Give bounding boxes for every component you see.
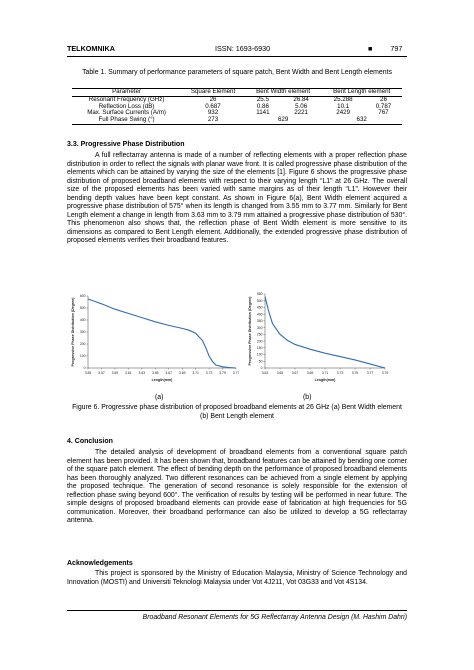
y-tick-label: 550 bbox=[256, 292, 263, 297]
x-tick-label: 3.79 bbox=[381, 371, 389, 375]
section-text: The detailed analysis of development of broadband elements from a conventional square patch element has been provided. It has been shown that, broadband features can be attained by bending one corner of the square patch element. The effect of bending depth on the performance of proposed broadband elements has been thoroughly analyzed. Two different resonances can be achieved from a single element by applying the proposed technique. The generation of second resonance is solely responsible for the extension of reflection phase swing beyond 600°. The verification of results by testing will be performed in near future. The simple designs of proposed broadband elements can provide ease of fabrication at high frequencies for 5G communication. Moreover, their broadband performance can also be utilized to develop a 5G reflectarray antenna. bbox=[67, 449, 407, 524]
x-tick-label: 3.65 bbox=[276, 371, 284, 375]
y-tick-label: 200 bbox=[79, 342, 86, 347]
x-tick-label: 3.71 bbox=[321, 371, 329, 375]
header-rule bbox=[67, 56, 407, 57]
table-row bbox=[72, 117, 402, 124]
y-tick-label: 100 bbox=[256, 352, 263, 357]
section-body bbox=[67, 570, 407, 587]
table-cell: 26 bbox=[209, 95, 217, 103]
series-line bbox=[88, 299, 236, 368]
y-axis-label: Progressive Phase Distribution (Degree) bbox=[248, 296, 252, 366]
x-tick-label: 3.73 bbox=[336, 371, 344, 375]
table-cell: Max. Surface Currents (A/m) bbox=[87, 109, 166, 117]
y-axis-label: Progressive Phase Distribution (Degree) bbox=[71, 297, 75, 367]
table-cell: 26 bbox=[380, 95, 387, 103]
section-heading: 3.3. Progressive Phase Distribution bbox=[67, 141, 185, 148]
table-cell: Reflection Loss (dB) bbox=[98, 102, 155, 110]
table-cell: 632 bbox=[321, 117, 402, 124]
figure-caption: Figure 6. Progressive phase distribution of proposed broadband elements at 26 GHz (a) Bent Width element (b) Bent Length element bbox=[72, 404, 402, 420]
y-tick-label: 350 bbox=[256, 319, 263, 324]
y-tick-label: 500 bbox=[256, 298, 263, 303]
x-tick-label: 3.63 bbox=[261, 371, 269, 375]
y-tick-label: 500 bbox=[79, 306, 86, 311]
figure-6 bbox=[70, 288, 410, 396]
y-tick-label: 450 bbox=[256, 305, 263, 310]
x-tick-label: 3.77 bbox=[232, 371, 240, 375]
x-tick-label: 3.69 bbox=[306, 371, 314, 375]
table-cell: 10.1 bbox=[337, 102, 350, 110]
chart-b bbox=[248, 292, 388, 382]
y-tick-label: 250 bbox=[256, 332, 263, 337]
table-cell: 629 bbox=[245, 117, 321, 124]
section-body bbox=[67, 449, 407, 526]
y-tick-label: 200 bbox=[256, 339, 263, 344]
journal-name: TELKOMNIKA bbox=[67, 44, 115, 53]
y-tick-label: 400 bbox=[256, 312, 263, 317]
page-number-block bbox=[368, 44, 402, 53]
table-cell: 25.288 bbox=[333, 95, 353, 103]
x-tick-label: 3.67 bbox=[291, 371, 299, 375]
x-tick-label: 3.69 bbox=[178, 371, 186, 375]
x-tick-label: 3.67 bbox=[165, 371, 173, 375]
page-marker-icon: ■ bbox=[368, 44, 373, 53]
x-tick-label: 3.75 bbox=[219, 371, 226, 375]
x-tick-label: 3.71 bbox=[192, 371, 199, 375]
x-tick-label: 3.73 bbox=[205, 371, 213, 375]
table-cell: 0.86 bbox=[256, 102, 269, 110]
chart-a bbox=[71, 294, 239, 382]
x-tick-label: 3.77 bbox=[366, 371, 374, 375]
x-tick-label: 3.59 bbox=[111, 371, 119, 375]
table-cell: 0.787 bbox=[375, 102, 392, 110]
x-tick-label: 3.55 bbox=[84, 371, 92, 375]
table-header-cell: Parameter bbox=[72, 89, 181, 97]
series-line bbox=[265, 297, 385, 368]
performance-table bbox=[72, 88, 402, 125]
table-cell: 26.84 bbox=[293, 95, 309, 103]
table-cell: 1141 bbox=[256, 109, 270, 117]
x-tick-label: 3.65 bbox=[151, 371, 159, 375]
y-tick-label: 300 bbox=[79, 330, 86, 335]
table-cell: 2429 bbox=[336, 109, 351, 117]
x-axis-label: Length(mm) bbox=[151, 378, 173, 382]
figure-label-b: (b) bbox=[303, 394, 312, 401]
y-tick-label: 100 bbox=[79, 354, 86, 359]
figure-label-a: (a) bbox=[155, 394, 164, 401]
y-tick-label: 0 bbox=[260, 366, 263, 371]
table-caption: Table 1. Summary of performance parameters of square patch, Bent Width and Bent Length elements bbox=[82, 69, 392, 76]
table-cell: 2221 bbox=[294, 109, 308, 117]
table-cell: 273 bbox=[181, 117, 245, 124]
issn: ISSN: 1693-6930 bbox=[215, 44, 271, 53]
y-tick-label: 0 bbox=[83, 366, 86, 371]
page-number: 797 bbox=[390, 44, 403, 53]
section-heading: 4. Conclusion bbox=[67, 438, 113, 445]
y-tick-label: 400 bbox=[79, 318, 86, 323]
table-cell: 932 bbox=[207, 109, 219, 117]
section-body bbox=[67, 152, 407, 246]
table-cell: 767 bbox=[378, 109, 389, 117]
y-tick-label: 600 bbox=[79, 294, 86, 299]
x-axis-label: Length(mm) bbox=[314, 378, 336, 382]
x-tick-label: 3.57 bbox=[98, 371, 105, 375]
x-tick-label: 3.63 bbox=[138, 371, 146, 375]
table-header-cell: Bent Width element bbox=[245, 89, 321, 97]
table-cell: 25.5 bbox=[256, 95, 269, 103]
table-cell: Resonant Frequency (GHz) bbox=[88, 95, 165, 103]
y-tick-label: 50 bbox=[258, 359, 263, 364]
x-tick-label: 3.61 bbox=[125, 371, 132, 375]
table-cell: 5.06 bbox=[295, 102, 308, 110]
table-cell: Full Phase Swing (°) bbox=[72, 117, 181, 124]
table-cell: 0.687 bbox=[205, 102, 221, 110]
table-header-cell: Bent Length element bbox=[321, 89, 402, 97]
y-tick-label: 300 bbox=[256, 325, 263, 330]
footer-rule bbox=[67, 610, 407, 611]
section-heading: Acknowledgements bbox=[67, 560, 133, 567]
section-text: This project is sponsored by the Ministry of Education Malaysia, Ministry of Science Technology and Innovation (MOSTI) and Universiti Teknologi Malaysia under Vot 4J211, Vot 03G33 and Vot 4S134. bbox=[67, 570, 407, 586]
running-footer: Broadband Resonant Elements for 5G Reflectarray Antenna Design (M. Hashim Dahri) bbox=[142, 614, 407, 621]
section-text: A full reflectarray antenna is made of a number of reflecting elements with a proper reflection phase distribution in order to reflect the signals with planar wave front. It is called progressive phase distribution of the elements which can be attained by varying the size of the elements [1]. Figure 6 shows the progressive phase distribution of proposed broadband elements with respect to their varying length “L1” at 26 GHz. The overall size of the proposed elements has been varied with same margins as of their length “L1”. However their bending depth values have been kept constant. As shown in Figure 6(a), Bent Width element acquired a progressive phase distribution of 575° when its length is changed from 3.55 mm to 3.77 mm. Similarly for Bent Length element a change in length from 3.63 mm to 3.79 mm attained a progressive phase distribution of 530°. This phenomenon also shows that, the reflection phase of Bent Width element is more sensitive to its dimensions as compared to Bent Length element. Additionally, the extended progressive phase distribution of proposed elements verifies their broadband features. bbox=[67, 152, 407, 244]
y-tick-label: 150 bbox=[256, 346, 263, 351]
table-header-cell: Square Element bbox=[181, 89, 245, 97]
x-tick-label: 3.75 bbox=[351, 371, 359, 375]
